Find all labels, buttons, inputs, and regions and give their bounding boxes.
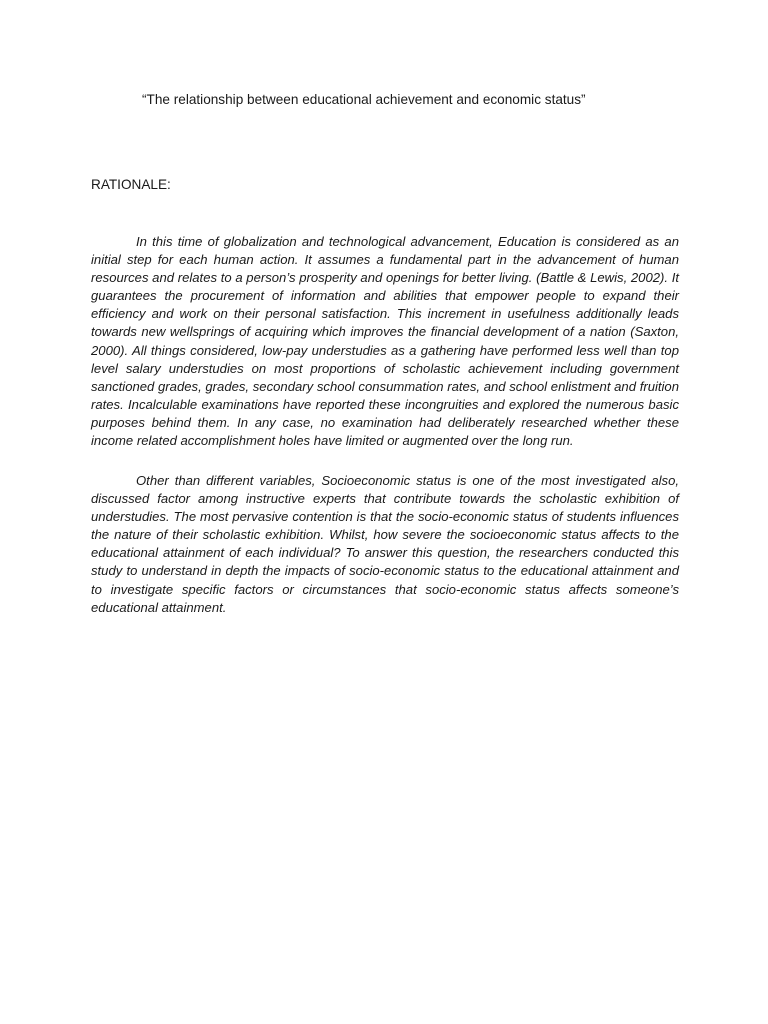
paragraph-1: In this time of globalization and technological advancement, Education is considered as an initial step for each human action. It assumes a fundamental part in the advancement of human resources and relates to a person’s prosperity and openings for better living. (Battle & Lewis, 2002). It guarantees the procurement of information and abilities that empower people to expand their efficiency and work on their personal satisfaction. This increment in usefulness additionally leads towards new wellsprings of acquiring which improves the financial development of a nation (Saxton, 2000). All things considered, low-pay understudies as a gathering have performed less well than top level salary understudies on most proportions of scholastic achievement including government sanctioned grades, grades, secondary school consummation rates, and school enlistment and fruition rates. Incalculable examinations have reported these incongruities and explored the numerous basic purposes behind them. In any case, no examination had deliberately researched whether these income related accomplishment holes have limited or augmented over the long run. xyxy=(91,234,679,449)
document-title: “The relationship between educational achievement and economic status” xyxy=(142,92,586,107)
section-heading: RATIONALE: xyxy=(91,177,171,192)
paragraph-2: Other than different variables, Socioeconomic status is one of the most investigated also, discussed factor among instructive experts that contribute towards the scholastic exhibition of understudies. The most pervasive contention is that the socio-economic status of students influences the nature of their scholastic exhibition. Whilst, how severe the socioeconomic status affects to the educational attainment of each individual? To answer this question, the researchers conducted this study to understand in depth the impacts of socio-economic status to the educational attainment and to investigate specific factors or circumstances that socio-economic status affects someone’s educational attainment. xyxy=(91,473,679,615)
